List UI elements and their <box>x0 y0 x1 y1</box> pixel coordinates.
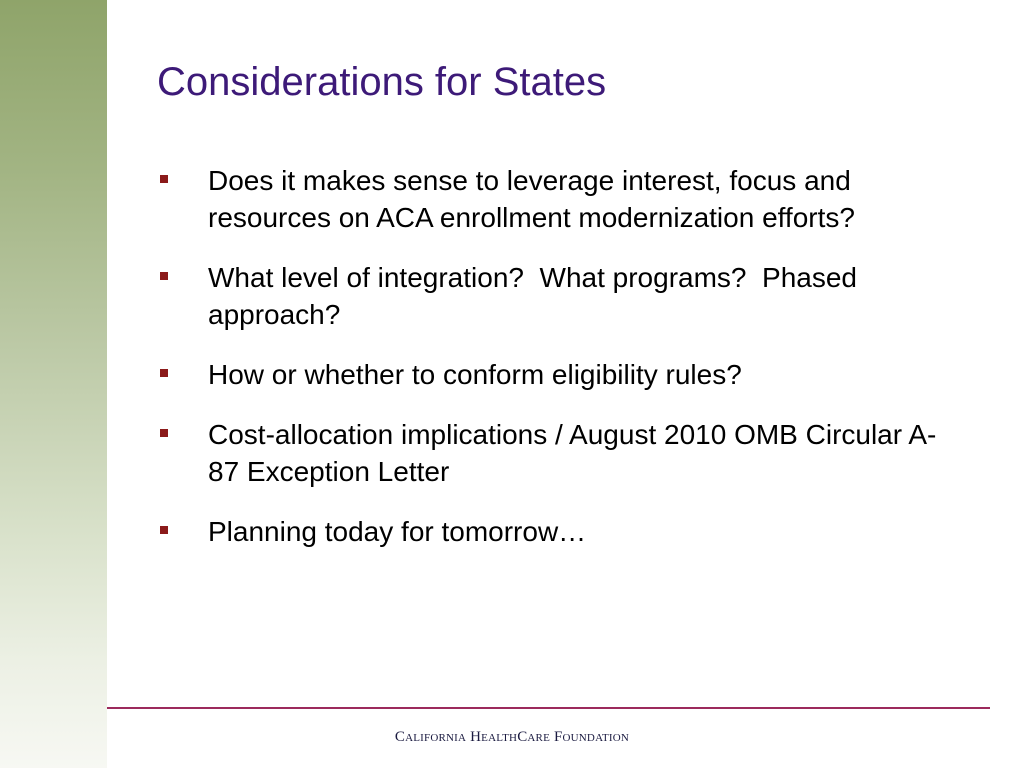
bullet-item <box>157 356 957 393</box>
bullet-item <box>157 513 957 550</box>
bullet-list <box>157 162 957 573</box>
bullet-text: What level of integration? What programs? Phased approach? <box>208 262 865 330</box>
bullet-text: Does it makes sense to leverage interest, focus and resources on ACA enrollment modernization efforts? <box>208 165 855 233</box>
square-bullet-icon <box>160 369 168 377</box>
bullet-item <box>157 259 957 333</box>
square-bullet-icon <box>160 429 168 437</box>
bullet-text: How or whether to conform eligibility rules? <box>208 359 742 390</box>
bullet-text: Cost-allocation implications / August 2010 OMB Circular A-87 Exception Letter <box>208 419 937 487</box>
decorative-side-band <box>0 0 107 768</box>
square-bullet-icon <box>160 526 168 534</box>
bullet-item <box>157 416 957 490</box>
footer-organization-name: California HealthCare Foundation <box>394 729 630 745</box>
bullet-item <box>157 162 957 236</box>
square-bullet-icon <box>160 272 168 280</box>
square-bullet-icon <box>160 175 168 183</box>
bullet-text: Planning today for tomorrow… <box>208 516 587 547</box>
footer-divider <box>107 707 990 709</box>
slide-title: Considerations for States <box>157 60 607 104</box>
